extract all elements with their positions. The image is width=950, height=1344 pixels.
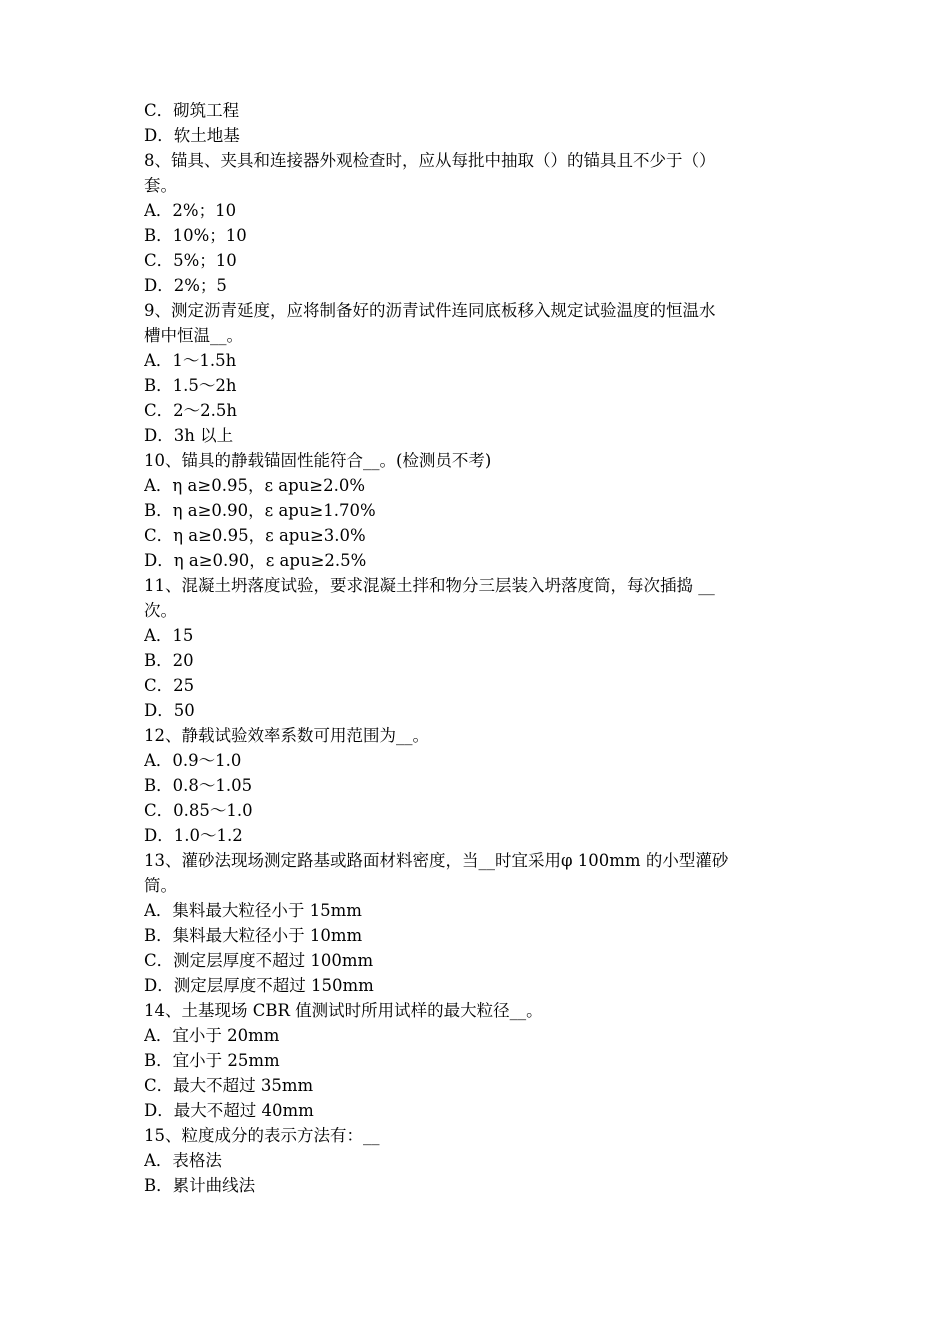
answer-option: D．最大不超过 40mm — [144, 1101, 314, 1120]
answer-option: A．表格法 — [144, 1151, 222, 1170]
answer-option: D．1.0～1.2 — [144, 826, 243, 845]
answer-option: B．累计曲线法 — [144, 1176, 256, 1195]
question-text-continued: 次。 — [144, 601, 177, 620]
question-text-continued: 套。 — [144, 176, 177, 195]
question-text: 12、静载试验效率系数可用范围为__。 — [144, 726, 429, 745]
answer-option: D．η a≥0.90，ε apu≥2.5% — [144, 551, 367, 570]
answer-option: D．3h 以上 — [144, 426, 234, 445]
exam-content — [144, 98, 814, 1198]
question-text: 11、混凝土坍落度试验，要求混凝土拌和物分三层装入坍落度筒，每次插捣 __ — [144, 576, 715, 595]
question-text: 13、灌砂法现场测定路基或路面材料密度，当__时宜采用φ 100mm 的小型灌砂 — [144, 851, 729, 870]
answer-option: B．η a≥0.90，ε apu≥1.70% — [144, 501, 376, 520]
question-text: 10、锚具的静载锚固性能符合__。(检测员不考) — [144, 451, 492, 470]
answer-option: D．软土地基 — [144, 126, 240, 145]
answer-option: D．2%；5 — [144, 276, 227, 295]
answer-option: A．2%；10 — [144, 201, 237, 220]
answer-option: A．15 — [144, 626, 194, 645]
answer-option: B．集料最大粒径小于 10mm — [144, 926, 363, 945]
answer-option: B．10%；10 — [144, 226, 247, 245]
answer-option: C．2～2.5h — [144, 401, 237, 420]
question-text-continued: 筒。 — [144, 876, 177, 895]
answer-option: C．测定层厚度不超过 100mm — [144, 951, 374, 970]
question-text: 14、土基现场 CBR 值测试时所用试样的最大粒径__。 — [144, 1001, 543, 1020]
answer-option: C．η a≥0.95，ε apu≥3.0% — [144, 526, 366, 545]
answer-option: C．最大不超过 35mm — [144, 1076, 314, 1095]
answer-option: D．测定层厚度不超过 150mm — [144, 976, 374, 995]
answer-option: A．1～1.5h — [144, 351, 237, 370]
answer-option: A．0.9～1.0 — [144, 751, 242, 770]
answer-option: A．η a≥0.95，ε apu≥2.0% — [144, 476, 366, 495]
answer-option: C．砌筑工程 — [144, 101, 240, 120]
answer-option: A．集料最大粒径小于 15mm — [144, 901, 362, 920]
answer-option: B．宜小于 25mm — [144, 1051, 280, 1070]
question-text-continued: 槽中恒温__。 — [144, 326, 243, 345]
answer-option: B．1.5～2h — [144, 376, 237, 395]
answer-option: C．0.85～1.0 — [144, 801, 253, 820]
answer-option: A．宜小于 20mm — [144, 1026, 280, 1045]
answer-option: C．5%；10 — [144, 251, 237, 270]
question-text: 15、粒度成分的表示方法有：__ — [144, 1126, 380, 1145]
answer-option: B．20 — [144, 651, 194, 670]
question-text: 8、锚具、夹具和连接器外观检查时，应从每批中抽取（）的锚具且不少于（） — [144, 151, 716, 170]
answer-option: B．0.8～1.05 — [144, 776, 253, 795]
answer-option: D．50 — [144, 701, 195, 720]
answer-option: C．25 — [144, 676, 195, 695]
question-text: 9、测定沥青延度，应将制备好的沥青试件连同底板移入规定试验温度的恒温水 — [144, 301, 716, 320]
